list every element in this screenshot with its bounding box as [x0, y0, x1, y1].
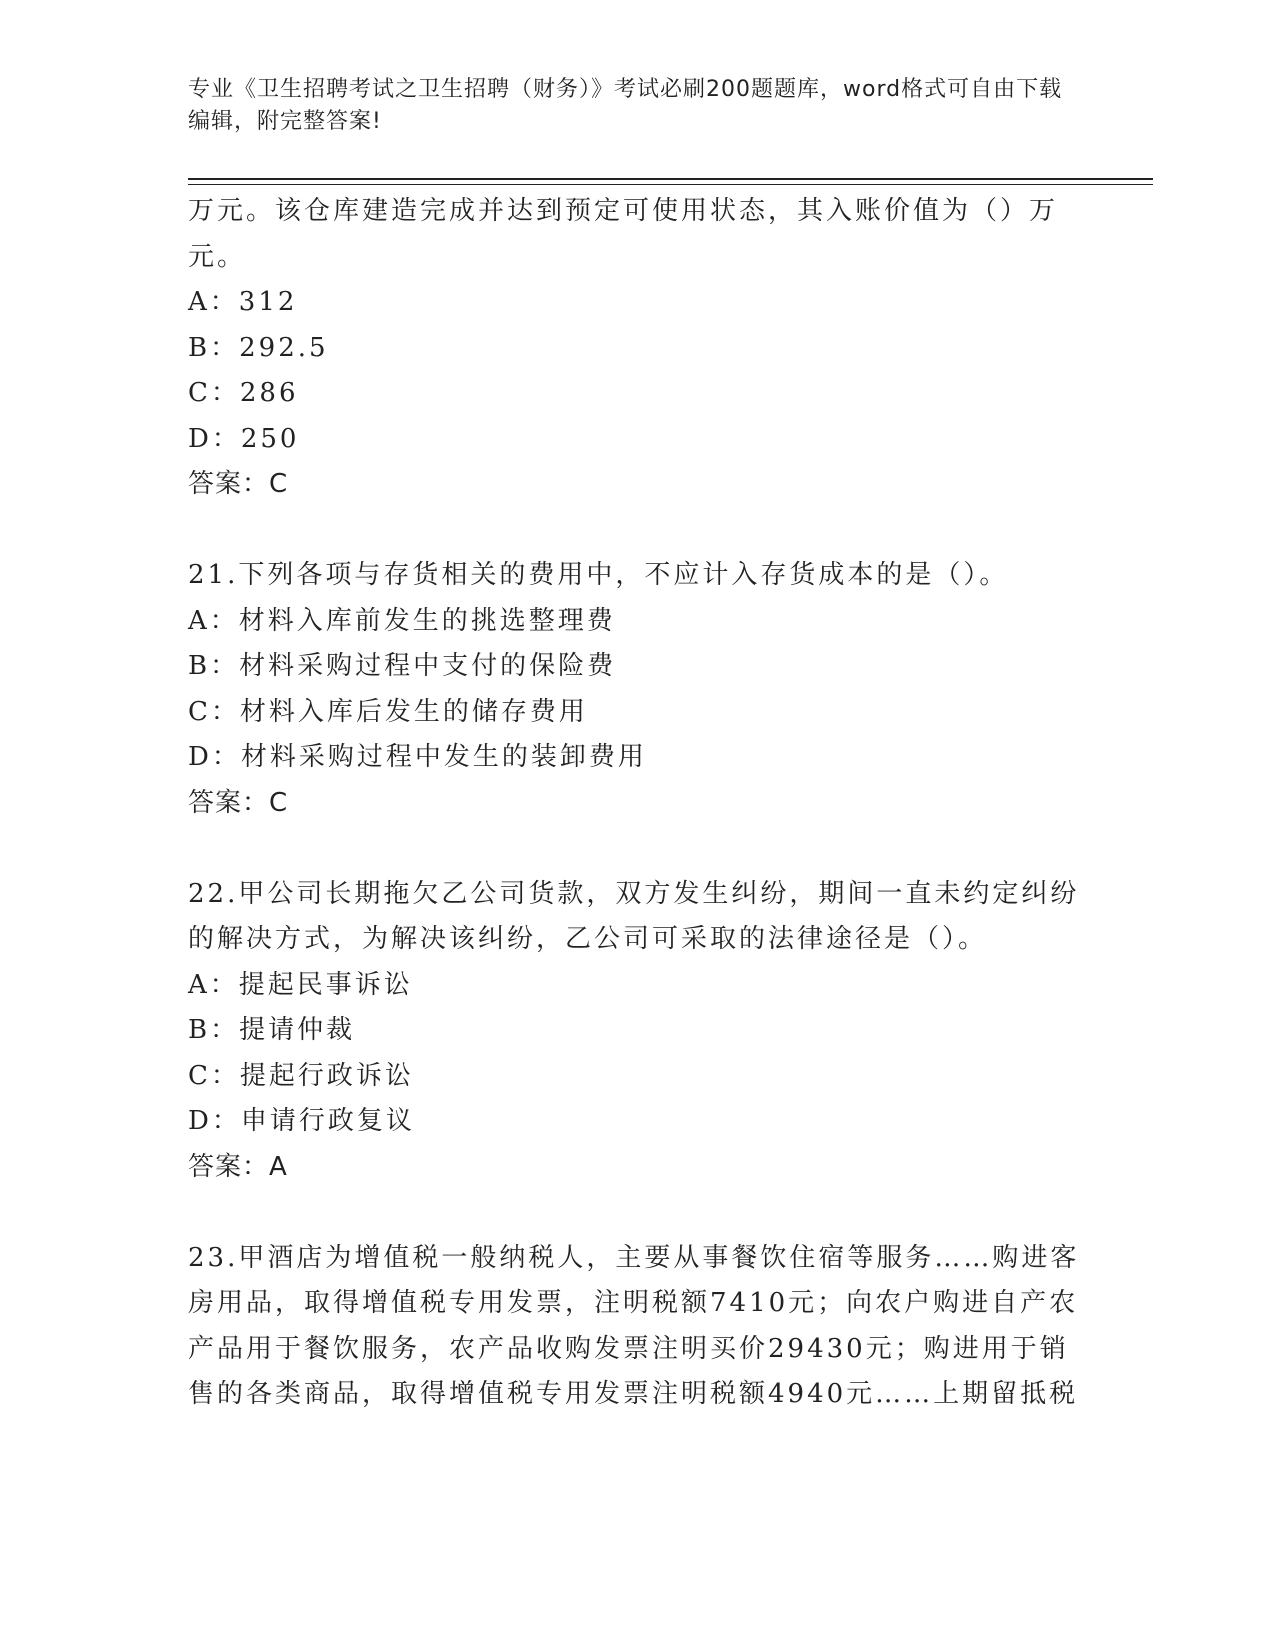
answer-line: 答案：C	[188, 469, 289, 499]
option-c: C：材料入库后发生的储存费用	[188, 696, 588, 727]
option-b: B：292.5	[188, 332, 329, 363]
option-b: B：材料采购过程中支付的保险费	[188, 651, 617, 681]
question-block	[188, 553, 1088, 826]
option-a: A：312	[188, 287, 298, 317]
question-stem-line: 售的各类商品，取得增值税专用发票注明税额4940元……上期留抵税	[188, 1379, 1079, 1409]
question-stem-line: 万元。该仓库建造完成并达到预定可使用状态，其入账价值为（）万	[188, 196, 1059, 226]
question-stem-line: 房用品，取得增值税专用发票，注明税额7410元；向农户购进自产农	[188, 1288, 1079, 1318]
option-d: D：250	[188, 423, 300, 454]
option-b: B：提请仲裁	[188, 1015, 356, 1045]
header-rule-thin	[188, 184, 1153, 185]
document-body	[188, 189, 1088, 1418]
page-header	[188, 74, 1068, 138]
answer-line: 答案：C	[188, 787, 289, 818]
option-d: D：申请行政复议	[188, 1106, 415, 1136]
question-stem-line: 元。	[188, 241, 247, 272]
option-c: C：286	[188, 378, 299, 408]
question-stem-line: 23.甲酒店为增值税一般纳税人，主要从事餐饮住宿等服务……购进客	[188, 1242, 1080, 1273]
header-text: 专业《卫生招聘考试之卫生招聘（财务）》考试必刷200题题库，word格式可自由下载编辑，附完整答案!	[188, 77, 1063, 134]
question-stem-line: 21.下列各项与存货相关的费用中，不应计入存货成本的是（）。	[188, 560, 1009, 590]
question-block	[188, 1236, 1088, 1418]
option-a: A：材料入库前发生的挑选整理费	[188, 605, 616, 636]
spacer	[188, 826, 1088, 872]
question-block	[188, 872, 1088, 1191]
option-a: A：提起民事诉讼	[188, 969, 413, 1000]
spacer	[188, 1190, 1088, 1236]
question-block	[188, 189, 1088, 508]
option-c: C：提起行政诉讼	[188, 1060, 414, 1091]
spacer	[188, 508, 1088, 554]
question-stem-line: 22.甲公司长期拖欠乙公司货款，双方发生纠纷，期间一直未约定纠纷	[188, 878, 1080, 909]
question-stem-line: 的解决方式，为解决该纠纷，乙公司可采取的法律途径是（）。	[188, 924, 988, 954]
option-d: D：材料采购过程中发生的装卸费用	[188, 742, 647, 772]
question-stem-line: 产品用于餐饮服务，农产品收购发票注明买价29430元；购进用于销	[188, 1333, 1069, 1364]
answer-line: 答案：A	[188, 1151, 288, 1182]
header-rule-thick	[188, 178, 1153, 180]
